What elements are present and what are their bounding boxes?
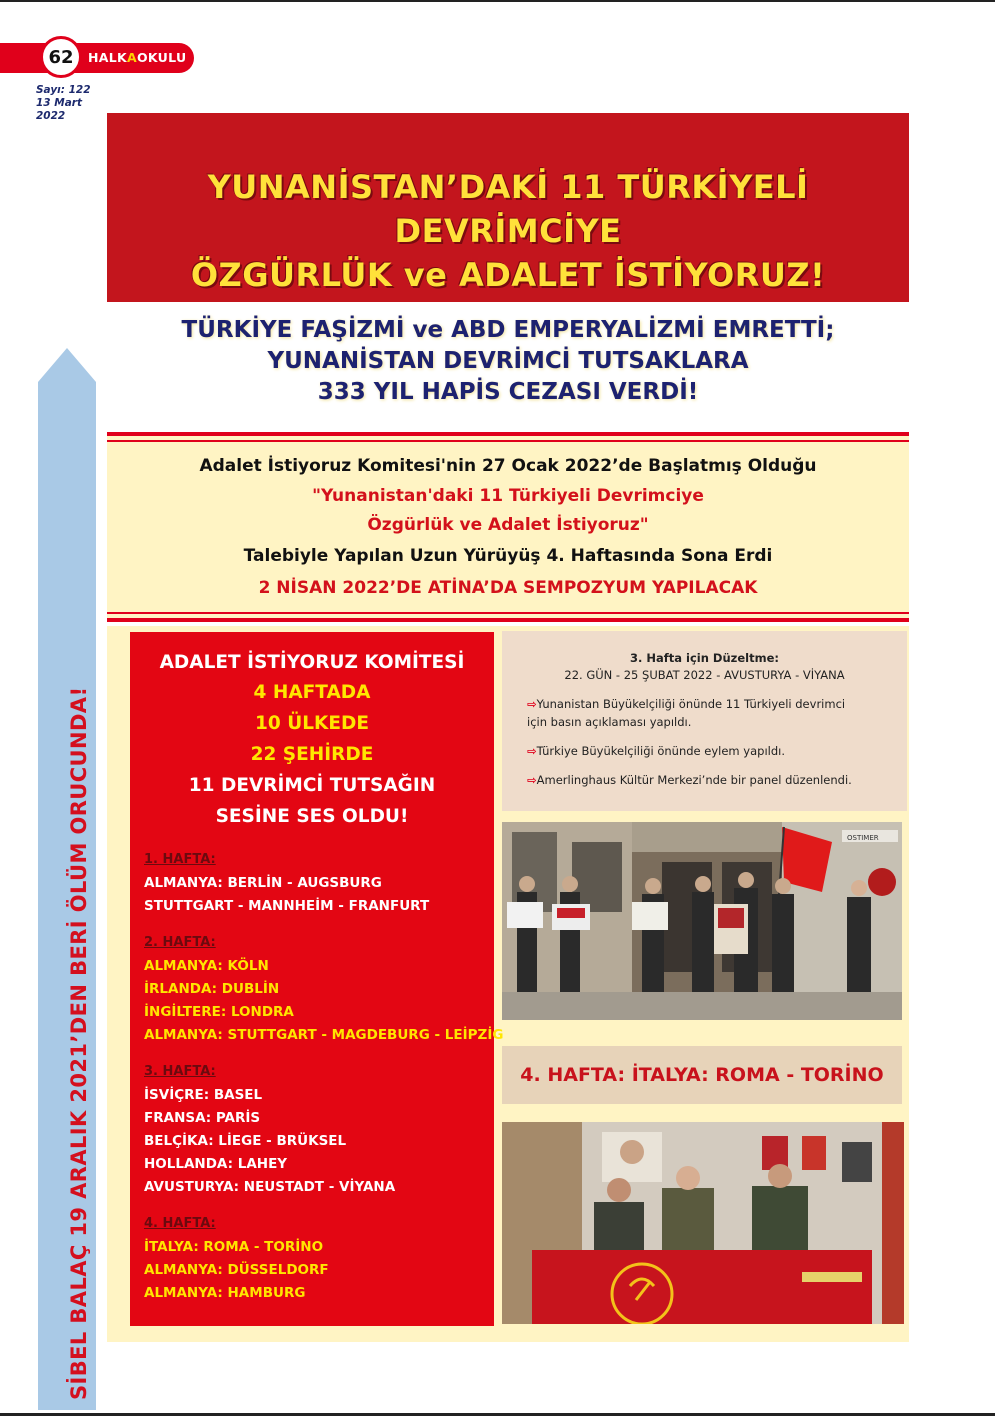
week-3-line: FRANSA: PARİS	[144, 1110, 261, 1126]
arrow-icon: ⇨	[527, 697, 537, 711]
brand-logo	[88, 50, 186, 65]
correction-note	[502, 631, 907, 811]
committee-line-1: ADALET İSTİYORUZ KOMİTESİ	[159, 652, 465, 673]
correction-item-2: ⇨Türkiye Büyükelçiliği önünde eylem yapıldı.	[527, 744, 785, 758]
week-2-line: ALMANYA: KÖLN	[144, 958, 269, 974]
week-4-banner: 4. HAFTA: İTALYA: ROMA - TORİNO	[502, 1046, 902, 1104]
week-3-line: AVUSTURYA: NEUSTADT - VİYANA	[144, 1179, 396, 1195]
week-4-heading: 4. HAFTA:	[144, 1216, 216, 1231]
issue-year: 2022	[36, 110, 66, 122]
week-3-line: İSVİÇRE: BASEL	[144, 1087, 263, 1103]
headline-line-2: ÖZGÜRLÜK ve ADALET İSTİYORUZ!	[190, 256, 826, 294]
correction-subtitle: 22. GÜN - 25 ŞUBAT 2022 - AVUSTURYA - VİYANA	[564, 668, 845, 682]
week-1-heading: 1. HAFTA:	[144, 852, 216, 867]
headline-line-1: YUNANİSTAN’DAKİ 11 TÜRKİYELİ DEVRİMCİYE	[207, 168, 809, 250]
subheadline	[107, 315, 909, 408]
shop-sign: OSTIMER	[847, 834, 879, 842]
divider	[107, 612, 909, 614]
info-line-3: Özgürlük ve Adalet İstiyoruz"	[367, 515, 649, 535]
week-4-line: ALMANYA: DÜSSELDORF	[144, 1262, 329, 1278]
headline-block	[107, 113, 909, 302]
page-top-border	[0, 0, 995, 2]
info-line-4: Talebiyle Yapılan Uzun Yürüyüş 4. Haftasında Sona Erdi	[243, 546, 773, 566]
divider	[107, 440, 909, 442]
week-1-line: ALMANYA: BERLİN - AUGSBURG	[144, 875, 382, 891]
week-3-line: BELÇİKA: LİEGE - BRÜKSEL	[144, 1133, 347, 1149]
correction-item-3: ⇨Amerlinghaus Kültür Merkezi’nde bir panel düzenlendi.	[527, 773, 852, 787]
subheadline-line-2: YUNANİSTAN DEVRİMCİ TUTSAKLARA	[267, 348, 749, 374]
info-panel	[107, 432, 909, 622]
side-banner-text: SİBEL BALAÇ 19 ARALIK 2021’DEN BERİ ÖLÜM ORUCUNDA!	[67, 686, 91, 1400]
protest-photo	[502, 822, 902, 1020]
issue-number: Sayı: 122	[36, 84, 91, 96]
issue-date: 13 Mart	[36, 97, 82, 109]
committee-line-2: 4 HAFTADA	[253, 682, 371, 703]
correction-item-1: ⇨Yunanistan Büyükelçiliği önünde 11 Türkiyeli devrimci için basın açıklaması yapıldı.	[527, 697, 846, 729]
week-2-line: İNGİLTERE: LONDRA	[144, 1004, 294, 1020]
week-2-line: ALMANYA: STUTTGART - MAGDEBURG - LEİPZİG	[144, 1027, 504, 1043]
issue-info	[36, 84, 91, 123]
panel-photo	[502, 1122, 904, 1324]
info-line-2: "Yunanistan'daki 11 Türkiyeli Devrimciye	[312, 486, 704, 506]
info-line-1: Adalet İstiyoruz Komitesi'nin 27 Ocak 2022’de Başlatmış Olduğu	[199, 456, 817, 476]
committee-line-5: 11 DEVRİMCİ TUTSAĞIN	[188, 775, 436, 796]
headline	[107, 165, 909, 297]
week-2-heading: 2. HAFTA:	[144, 935, 216, 950]
page-number: 62	[40, 36, 82, 78]
committee-line-6: SESİNE SES OLDU!	[215, 806, 409, 827]
week-1-line: STUTTGART - MANNHEİM - FRANFURT	[144, 898, 430, 914]
week-3-heading: 3. HAFTA:	[144, 1064, 216, 1079]
brand-prefix: HALK	[88, 50, 127, 65]
committee-box	[130, 632, 504, 1326]
week-4-line: ALMANYA: HAMBURG	[144, 1285, 306, 1301]
brand-suffix: OKULU	[136, 50, 187, 65]
brand-mark: A	[127, 50, 137, 65]
committee-line-3: 10 ÜLKEDE	[255, 713, 369, 734]
arrow-icon: ⇨	[527, 773, 537, 787]
info-line-5: 2 NİSAN 2022’DE ATİNA’DA SEMPOZYUM YAPILACAK	[258, 578, 758, 598]
correction-title: 3. Hafta için Düzeltme:	[630, 651, 779, 665]
subheadline-line-1: TÜRKİYE FAŞİZMİ ve ABD EMPERYALİZMİ EMRETTİ;	[181, 317, 835, 343]
week-4-line: İTALYA: ROMA - TORİNO	[144, 1239, 324, 1255]
page-bottom-border	[0, 1413, 995, 1416]
subheadline-line-3: 333 YIL HAPİS CEZASI VERDİ!	[317, 379, 699, 405]
committee-line-4: 22 ŞEHİRDE	[250, 744, 374, 765]
week-2-line: İRLANDA: DUBLİN	[144, 981, 280, 997]
arrow-icon: ⇨	[527, 744, 537, 758]
week-3-line: HOLLANDA: LAHEY	[144, 1156, 288, 1172]
